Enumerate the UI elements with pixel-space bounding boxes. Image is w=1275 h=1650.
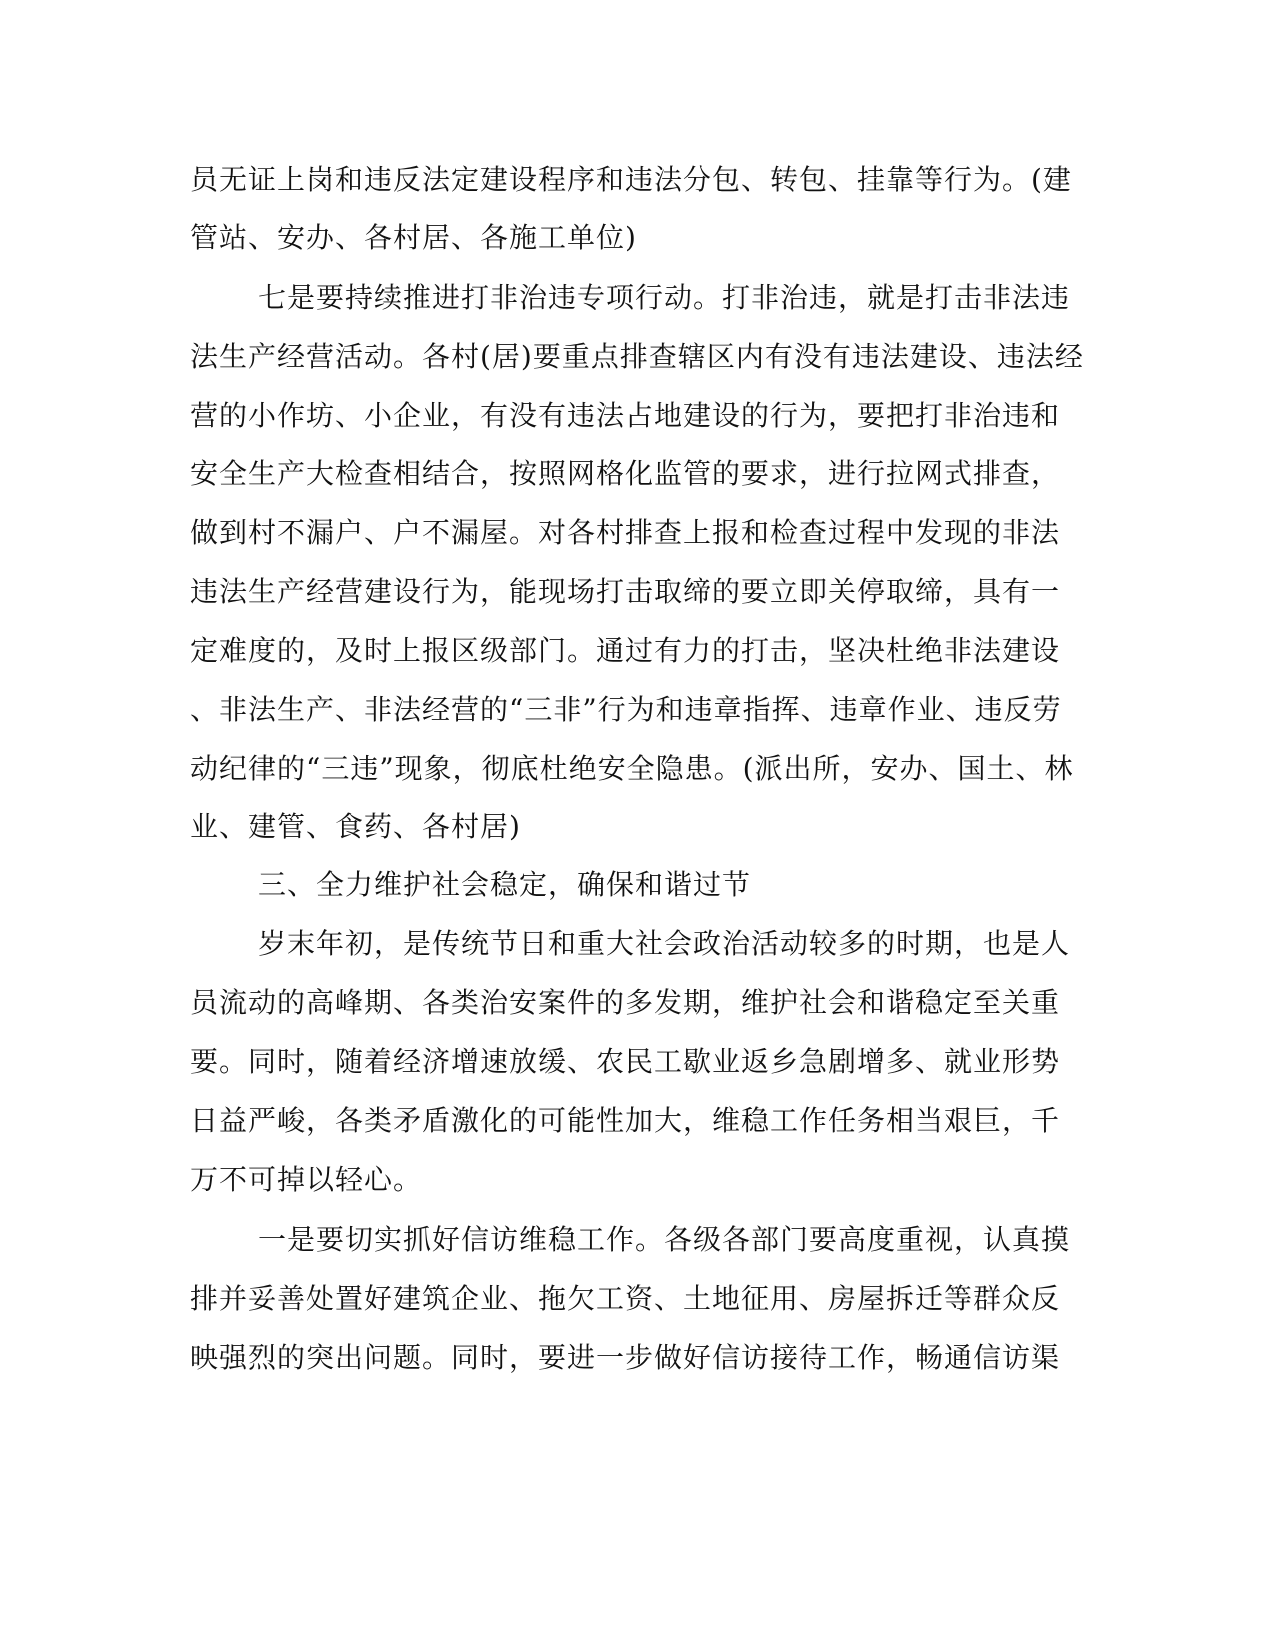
text-line: 安全生产大检查相结合，按照网格化监管的要求，进行拉网式排查， — [190, 457, 1061, 490]
text-line: 、非法生产、非法经营的“三非”行为和违章指挥、违章作业、违反劳 — [190, 693, 1062, 726]
text-line: 定难度的，及时上报区级部门。通过有力的打击，坚决杜绝非法建设 — [190, 634, 1061, 667]
text-line: 员无证上岗和违反法定建设程序和违法分包、转包、挂靠等行为。(建 — [190, 163, 1072, 196]
text-line: 动纪律的“三违”现象，彻底杜绝安全隐患。(派出所，安办、国土、林 — [190, 752, 1074, 785]
text-line: 做到村不漏户、户不漏屋。对各村排查上报和检查过程中发现的非法 — [190, 516, 1061, 549]
text-line: 映强烈的突出问题。同时，要进一步做好信访接待工作，畅通信访渠 — [190, 1341, 1061, 1374]
text-line: 日益严峻，各类矛盾激化的可能性加大，维稳工作任务相当艰巨，千 — [190, 1104, 1061, 1137]
section-heading: 三、全力维护社会稳定，确保和谐过节 — [258, 868, 752, 901]
paragraph-start-line: 七是要持续推进打非治违专项行动。打非治违，就是打击非法违 — [258, 281, 1071, 314]
paragraph-start-line: 一是要切实抓好信访维稳工作。各级各部门要高度重视，认真摸 — [258, 1223, 1071, 1256]
text-line: 违法生产经营建设行为，能现场打击取缔的要立即关停取缔，具有一 — [190, 575, 1061, 608]
text-line: 管站、安办、各村居、各施工单位) — [190, 221, 637, 254]
text-line: 排并妥善处置好建筑企业、拖欠工资、土地征用、房屋拆迁等群众反 — [190, 1282, 1061, 1315]
text-line: 万不可掉以轻心。 — [190, 1163, 423, 1196]
text-line: 法生产经营活动。各村(居)要重点排查辖区内有没有违法建设、违法经 — [190, 340, 1084, 373]
text-line: 员流动的高峰期、各类治安案件的多发期，维护社会和谐稳定至关重 — [190, 986, 1061, 1019]
text-line: 业、建管、食药、各村居) — [190, 810, 521, 843]
text-line: 要。同时，随着经济增速放缓、农民工歇业返乡急剧增多、就业形势 — [190, 1045, 1061, 1078]
text-line: 营的小作坊、小企业，有没有违法占地建设的行为，要把打非治违和 — [190, 399, 1061, 432]
paragraph-start-line: 岁末年初，是传统节日和重大社会政治活动较多的时期，也是人 — [258, 927, 1071, 960]
